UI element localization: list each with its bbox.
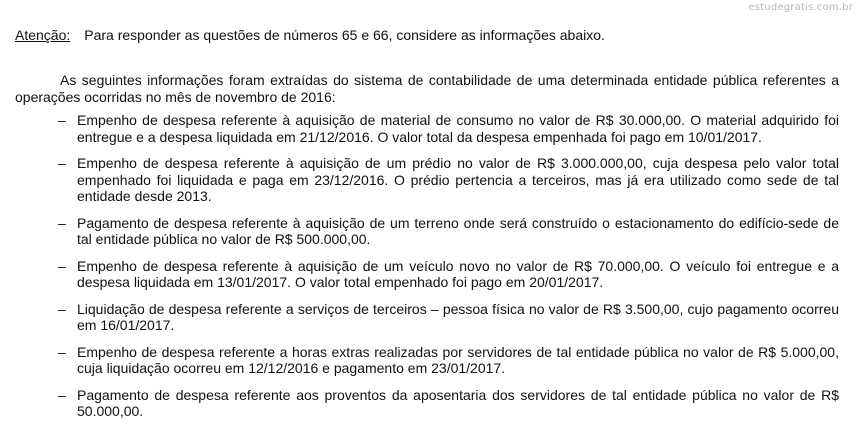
dash-bullet: – [58,112,66,128]
dash-bullet: – [58,155,66,171]
attention-line [15,27,605,43]
list-item-text: Empenho de despesa referente à aquisição de um prédio no valor de R$ 3.000.000,00, cuja despesa pelo valor total empenhado foi liquidada e paga em 23/12/2016. O prédio pertencia a terceiros, mas já era utilizado como sede de tal entidade desde 2013. [77,155,839,204]
list-item-text: Empenho de despesa referente a horas extras realizadas por servidores de tal entidade pública no valor de R$ 5.000,00, cuja liquidação ocorreu em 12/12/2016 e pagamento em 23/01/2017. [77,343,839,376]
list-item-text: Empenho de despesa referente à aquisição de um veículo novo no valor de R$ 70.000,00. O veículo foi entregue e a despesa liquidada em 13/01/2017. O valor total empenhado foi pago em 20/01/2017. [77,257,839,290]
intro-paragraph: As seguintes informações foram extraídas do sistema de contabilidade de uma determinada entidade pública referentes a operações ocorridas no mês de novembro de 2016: [15,72,839,105]
list-item [15,387,839,420]
dash-bullet: – [58,386,66,403]
list-item [15,301,839,334]
list-item-text: Pagamento de despesa referente à aquisição de um terreno onde será construído o estacionamento do edifício-sede de tal entidade pública no valor de R$ 500.000,00. [77,214,839,247]
list-item-text: Pagamento de despesa referente aos proventos da aposentaria dos servidores de tal entidade pública no valor de R$ 50.000,00. [77,386,839,419]
watermark: estudegratis.com.br [748,2,853,13]
dash-bullet: – [58,300,66,317]
list-item [15,112,839,145]
dash-bullet: – [58,343,66,360]
attention-text: Para responder as questões de números 65 e 66, considere as informações abaixo. [84,27,605,43]
list-item [15,155,839,205]
list-item-text: Empenho de despesa referente à aquisição de material de consumo no valor de R$ 30.000,00. O material adquirido foi entregue e a despesa liquidada em 21/12/2016. O valor total da despesa empenhada foi pago em 10/01/2017. [77,112,839,145]
list-item [15,258,839,291]
attention-label: Atenção: [15,27,71,43]
list-item-text: Liquidação de despesa referente a serviços de terceiros – pessoa física no valor de R$ 3.500,00, cujo pagamento ocorreu em 16/01/2017. [77,300,839,333]
information-list [15,112,839,430]
dash-bullet: – [58,257,66,274]
dash-bullet: – [58,214,66,231]
list-item [15,344,839,377]
list-item [15,215,839,248]
